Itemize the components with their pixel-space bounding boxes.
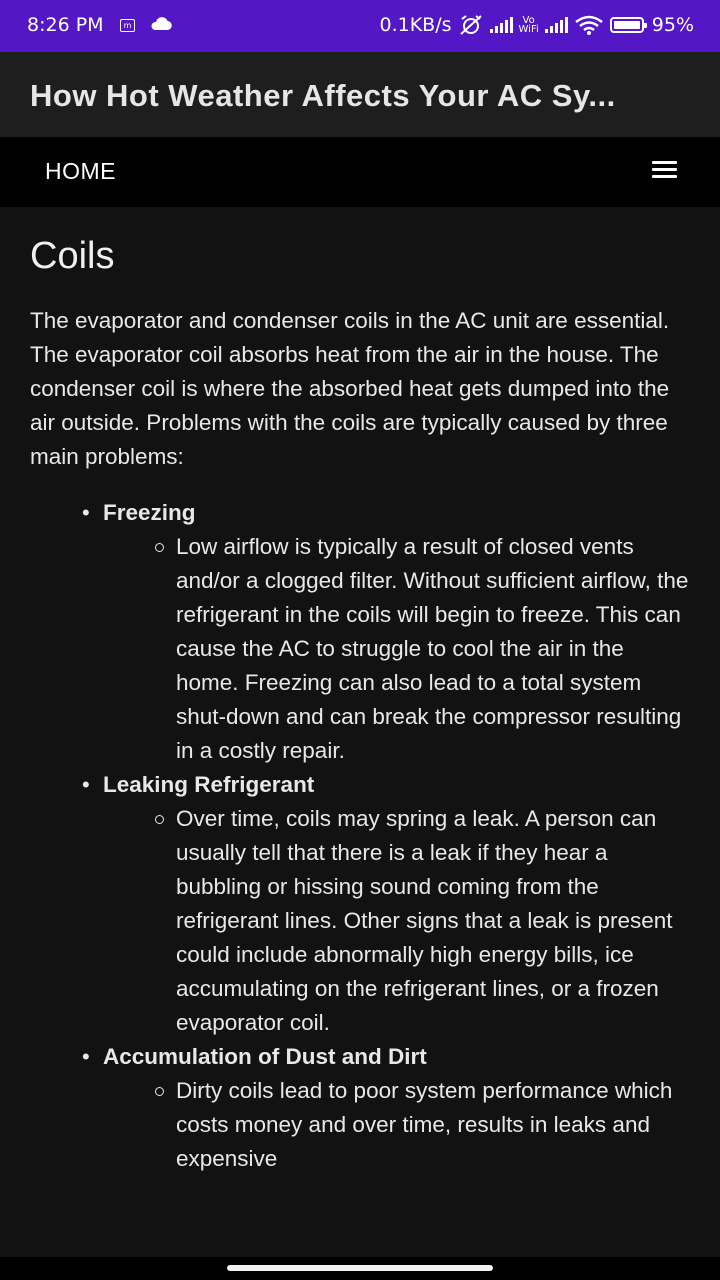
bullet-icon: • (82, 772, 90, 797)
mi-icon: m (120, 19, 135, 32)
list-item-detail (103, 530, 692, 768)
list-item (30, 768, 692, 1040)
status-right-group (380, 14, 695, 36)
list-item-title: Leaking Refrigerant (103, 772, 315, 797)
app-header (0, 52, 720, 137)
nav-bar (0, 137, 720, 207)
page-title: How Hot Weather Affects Your AC Sy... (30, 78, 616, 113)
list-item-detail (103, 802, 692, 1040)
battery-icon (610, 17, 644, 33)
home-link[interactable]: HOME (45, 158, 116, 184)
list-item-detail (103, 1074, 692, 1176)
detail-text: Low airflow is typically a result of closed vents and/or a clogged filter. Without sufficient airflow, the refrigerant in the coils will begin to freeze. This can cause the AC to struggle to cool the air in the home. Freezing can also lead to a total system shut-down and can break the compressor resulting in a costly repair. (176, 534, 689, 763)
hamburger-menu-icon[interactable] (652, 161, 677, 181)
signal-icon-2 (545, 17, 568, 33)
battery-level: 95% (651, 14, 694, 36)
vowifi-icon: Vo WiFi (518, 15, 539, 35)
list-item-title: Freezing (103, 500, 196, 525)
detail-text: Dirty coils lead to poor system performance which costs money and over time, results in leaks and expensive (176, 1078, 673, 1171)
cloud-icon (149, 15, 173, 31)
detail-text: Over time, coils may spring a leak. A person can usually tell that there is a leak if they hear a bubbling or hissing sound coming from the refrigerant lines. Other signs that a leak is present could include abnormally high energy bills, ice accumulating on the refrigerant lines, or a frozen evaporator coil. (176, 806, 673, 1035)
network-speed: 0.1KB/s (379, 14, 452, 36)
bullet-icon: • (82, 1044, 90, 1069)
circle-bullet-icon (155, 543, 164, 552)
problem-list (30, 496, 692, 1176)
section-heading: Coils (30, 235, 115, 277)
list-item (30, 496, 692, 768)
status-time: 8:26 PM (27, 14, 104, 36)
gesture-bar (0, 1257, 720, 1280)
signal-icon (490, 17, 513, 33)
article-content (30, 207, 692, 1257)
circle-bullet-icon (155, 1087, 164, 1096)
bullet-icon: • (82, 500, 90, 525)
circle-bullet-icon (155, 815, 164, 824)
wifi-icon (574, 15, 604, 35)
status-bar (0, 0, 720, 52)
list-item-title: Accumulation of Dust and Dirt (103, 1044, 427, 1069)
intro-paragraph: The evaporator and condenser coils in the AC unit are essential. The evaporator coil absorbs heat from the air in the house. The condenser coil is where the absorbed heat gets dumped into the air outside. Problems with the coils are typically caused by three main problems: (30, 308, 670, 469)
alarm-off-icon (458, 14, 484, 36)
list-item (30, 1040, 692, 1176)
home-indicator-pill[interactable] (227, 1265, 493, 1271)
